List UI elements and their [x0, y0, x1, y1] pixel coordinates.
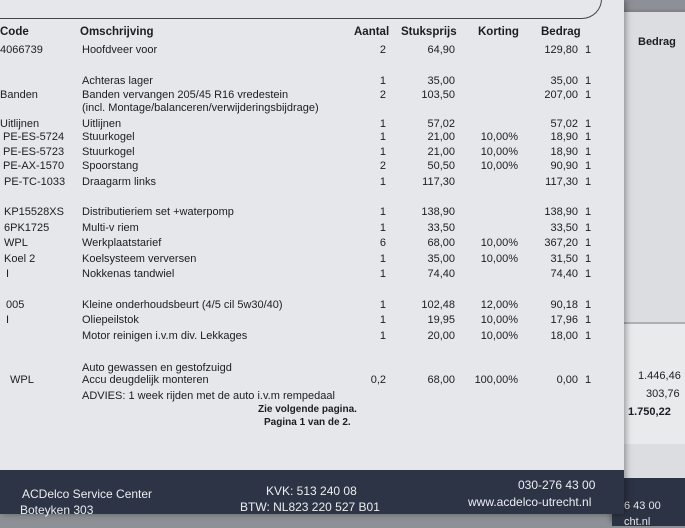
row-quantity: 1 — [379, 299, 386, 311]
row-description: Auto gewassen en gestofzuigd — [82, 362, 232, 374]
row-amount: 74,40 — [550, 268, 578, 280]
row-amount: 18,90 — [550, 131, 578, 143]
row-flag: 1 — [585, 160, 592, 172]
background-total-3: 1.750,22 — [628, 406, 671, 418]
row-quantity: 1 — [379, 131, 386, 143]
row-description: Kleine onderhoudsbeurt (4/5 cil 5w30/40) — [82, 299, 283, 311]
row-unit-price: 117,30 — [422, 176, 455, 188]
row-unit-price: 50,50 — [427, 160, 455, 172]
background-totals-box — [620, 322, 685, 444]
row-description: Oliepeilstok — [82, 314, 139, 326]
row-code: 005 — [6, 299, 25, 311]
header-box-outline — [0, 0, 602, 19]
row-quantity: 1 — [379, 176, 386, 188]
row-flag: 1 — [585, 222, 592, 234]
row-flag: 1 — [585, 131, 592, 143]
row-unit-price: 102,48 — [421, 299, 455, 311]
row-description: Stuurkogel — [82, 146, 135, 158]
header-description: Omschrijving — [80, 26, 154, 38]
row-code: I — [6, 268, 10, 280]
row-amount: 17,96 — [550, 314, 578, 326]
row-amount: 18,90 — [550, 146, 578, 158]
row-discount: 10,00% — [480, 314, 518, 326]
row-amount: 90,90 — [550, 160, 578, 172]
row-quantity: 2 — [379, 160, 386, 172]
row-discount: 10,00% — [480, 131, 518, 143]
row-code: KP15528XS — [4, 206, 64, 218]
row-discount: 10,00% — [480, 160, 518, 172]
row-quantity: 2 — [379, 89, 386, 101]
row-unit-price: 35,00 — [427, 253, 455, 265]
row-description: Draagarm links — [82, 176, 156, 188]
row-quantity: 1 — [379, 146, 386, 158]
row-unit-price: 68,00 — [427, 374, 455, 386]
row-flag: 1 — [585, 268, 592, 280]
row-code: PE-ES-5723 — [3, 146, 65, 158]
row-quantity: 1 — [379, 314, 386, 326]
row-code: 4066739 — [0, 44, 43, 56]
row-unit-price: 21,00 — [427, 131, 455, 143]
row-flag: 1 — [585, 75, 592, 87]
row-discount: 10,00% — [480, 253, 518, 265]
row-description: Hoofdveer voor — [82, 44, 158, 56]
row-unit-price: 138,90 — [421, 206, 455, 218]
header-discount: Korting — [478, 26, 519, 38]
row-discount: 10,00% — [480, 237, 518, 249]
row-unit-price: 74,40 — [427, 268, 455, 280]
row-quantity: 1 — [379, 222, 386, 234]
row-quantity: 0,2 — [370, 374, 386, 386]
row-description: Distributieriem set +waterpomp — [82, 206, 234, 218]
background-footer-web: cht.nl — [624, 516, 651, 528]
row-description: (incl. Montage/balanceren/verwijderingsbijdrage) — [82, 102, 319, 114]
row-amount: 90,18 — [550, 299, 578, 311]
row-quantity: 6 — [379, 237, 386, 249]
footer-btw: BTW: NL823 220 527 B01 — [240, 500, 380, 514]
row-amount: 31,50 — [550, 253, 578, 265]
background-footer-phone: 6 43 00 — [624, 500, 661, 512]
row-amount: 33,50 — [550, 222, 578, 234]
row-unit-price: 57,02 — [427, 118, 455, 130]
row-unit-price: 20,00 — [427, 330, 455, 342]
row-discount: 100,00% — [474, 374, 518, 386]
row-flag: 1 — [585, 176, 592, 188]
row-amount: 367,20 — [544, 237, 578, 249]
page-note-next: Zie volgende pagina. — [258, 404, 357, 415]
footer-website: www.acdelco-utrecht.nl — [468, 495, 592, 509]
footer-phone: 030-276 43 00 — [518, 478, 596, 492]
row-unit-price: 64,90 — [427, 44, 455, 56]
row-description: Stuurkogel — [82, 131, 135, 143]
row-amount: 207,00 — [544, 89, 578, 101]
row-quantity: 1 — [379, 268, 386, 280]
footer-kvk: KVK: 513 240 08 — [266, 484, 357, 498]
row-flag: 1 — [585, 89, 592, 101]
row-amount: 57,02 — [550, 118, 578, 130]
row-description: ADVIES: 1 week rijden met de auto i.v.m rempedaal — [82, 390, 335, 402]
row-code: WPL — [4, 237, 28, 249]
row-amount: 117,30 — [545, 176, 578, 188]
row-description: Koelsysteem verversen — [82, 253, 197, 265]
row-flag: 1 — [585, 330, 592, 342]
row-description: Accu deugdelijk monteren — [82, 374, 209, 386]
row-description: Spoorstang — [82, 160, 139, 172]
row-code: PE-AX-1570 — [3, 160, 65, 172]
row-flag: 1 — [585, 44, 592, 56]
row-discount: 12,00% — [480, 299, 518, 311]
footer-street: Boteyken 303 — [20, 503, 94, 517]
row-amount: 138,90 — [544, 206, 578, 218]
row-code: Koel 2 — [4, 253, 36, 265]
row-discount: 10,00% — [480, 146, 518, 158]
row-quantity: 2 — [379, 44, 386, 56]
row-flag: 1 — [585, 314, 592, 326]
row-flag: 1 — [585, 299, 592, 311]
row-quantity: 1 — [379, 206, 386, 218]
row-amount: 35,00 — [550, 75, 578, 87]
row-discount: 10,00% — [480, 330, 518, 342]
header-quantity: Aantal — [354, 26, 390, 38]
row-flag: 1 — [585, 253, 592, 265]
row-flag: 1 — [585, 374, 592, 386]
row-flag: 1 — [585, 118, 592, 130]
row-amount: 0,00 — [556, 374, 578, 386]
row-unit-price: 33,50 — [427, 222, 455, 234]
row-quantity: 1 — [379, 253, 386, 265]
row-code: PE-TC-1033 — [4, 176, 66, 188]
row-unit-price: 103,50 — [421, 89, 455, 101]
row-code: Banden — [0, 89, 38, 101]
row-description: Nokkenas tandwiel — [82, 268, 175, 280]
background-total-2: 303,76 — [646, 388, 680, 400]
row-description: Werkplaatstarief — [82, 237, 162, 249]
row-quantity: 1 — [379, 118, 386, 130]
row-unit-price: 21,00 — [427, 146, 455, 158]
background-total-1: 1.446,46 — [638, 370, 681, 382]
row-code: PE-ES-5724 — [3, 131, 65, 143]
row-flag: 1 — [585, 146, 592, 158]
row-unit-price: 35,00 — [427, 75, 455, 87]
header-code: Code — [0, 26, 29, 38]
row-code: Uitlijnen — [0, 118, 40, 130]
row-description: Banden vervangen 205/45 R16 vredestein — [82, 89, 289, 101]
header-amount: Bedrag — [541, 26, 581, 38]
background-amount-header: Bedrag — [638, 36, 676, 48]
row-description: Achteras lager — [82, 75, 153, 87]
row-unit-price: 19,95 — [427, 314, 455, 326]
company-footer — [0, 470, 624, 517]
row-amount: 129,80 — [544, 44, 578, 56]
footer-company-name: ACDelco Service Center — [22, 487, 153, 501]
row-description: Multi-v riem — [82, 222, 139, 234]
row-code: I — [6, 314, 10, 326]
row-code: 6PK1725 — [4, 222, 50, 234]
row-flag: 1 — [585, 206, 592, 218]
row-code: WPL — [10, 374, 34, 386]
row-quantity: 1 — [379, 75, 386, 87]
row-description: Uitlijnen — [82, 118, 122, 130]
row-description: Motor reinigen i.v.m div. Lekkages — [82, 330, 248, 342]
page-note-number: Pagina 1 van de 2. — [264, 417, 351, 428]
row-amount: 18,00 — [550, 330, 578, 342]
header-unit-price: Stuksprijs — [401, 26, 457, 38]
row-unit-price: 68,00 — [427, 237, 455, 249]
row-flag: 1 — [585, 237, 592, 249]
row-quantity: 1 — [379, 330, 386, 342]
